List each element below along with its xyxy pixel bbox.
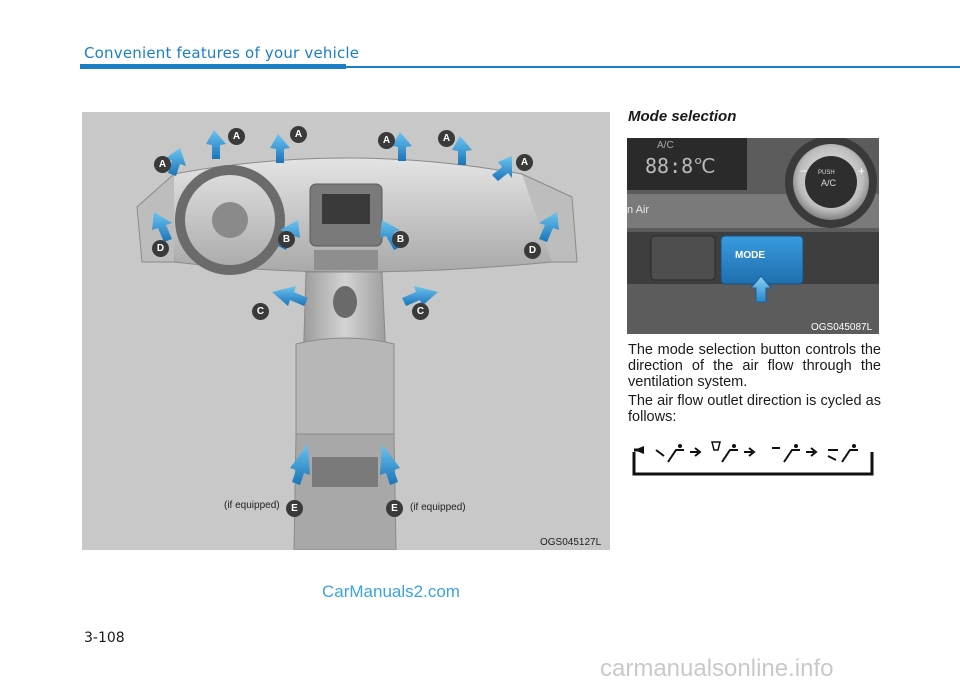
- callout-c-2: C: [412, 303, 429, 320]
- fresh-air-label: n Air: [627, 204, 650, 216]
- header-rule-thick: [80, 64, 346, 69]
- mode-paragraph-1: The mode selection button controls the direction of the air flow through the ventilation system.: [628, 342, 881, 390]
- left-figure-code: OGS045127L: [540, 537, 602, 548]
- cycle-arrow-icon: [744, 446, 756, 458]
- knob-plus-label: +: [858, 164, 866, 178]
- mode-selection-title: Mode selection: [628, 108, 737, 125]
- page-number: 3-108: [84, 630, 125, 646]
- dashboard-vents-figure: [82, 112, 610, 550]
- callout-a-5: A: [154, 156, 171, 173]
- mode-paragraph-2: The air flow outlet direction is cycled as follows:: [628, 393, 881, 425]
- knob-ac-label: A/C: [821, 178, 837, 188]
- floor-airflow-icon: [770, 442, 804, 466]
- callout-c-1: C: [252, 303, 269, 320]
- knob-minus-label: −: [800, 164, 808, 178]
- callout-e-2: E: [386, 500, 403, 517]
- face-airflow-icon: [654, 442, 688, 466]
- knob-push-label: PUSH: [818, 170, 835, 176]
- section-title-header: Convenient features of your vehicle: [84, 44, 360, 62]
- face-floor-airflow-icon: [708, 440, 742, 466]
- header-rule-thin: [346, 66, 960, 68]
- callout-a-3: A: [378, 132, 395, 149]
- callout-a-2: A: [290, 126, 307, 143]
- right-figure-code: OGS045087L: [811, 322, 873, 333]
- cycle-arrow-icon: [690, 446, 702, 458]
- airflow-cycle-diagram: [630, 438, 876, 478]
- callout-e-1: E: [286, 500, 303, 517]
- callout-b-2: B: [392, 231, 409, 248]
- mode-button-figure: [627, 138, 879, 334]
- watermark-carmanuals2[interactable]: CarManuals2.com: [322, 582, 460, 601]
- equipped-note-right: (if equipped): [410, 502, 466, 513]
- watermark-carmanualsonline[interactable]: carmanualsonline.info: [600, 655, 834, 682]
- floor-defrost-airflow-icon: [826, 442, 862, 466]
- display-ac-label: A/C: [657, 140, 674, 151]
- mode-button[interactable]: MODE: [735, 250, 765, 261]
- callout-a-6: A: [516, 154, 533, 171]
- display-temperature: 88:8℃: [645, 154, 716, 178]
- callout-d-1: D: [152, 240, 169, 257]
- cycle-arrow-icon: [806, 446, 818, 458]
- callout-d-2: D: [524, 242, 541, 259]
- equipped-note-left: (if equipped): [224, 500, 280, 511]
- callout-a-1: A: [228, 128, 245, 145]
- callout-b-1: B: [278, 231, 295, 248]
- callout-a-4: A: [438, 130, 455, 147]
- dashboard-illustration: [82, 112, 610, 550]
